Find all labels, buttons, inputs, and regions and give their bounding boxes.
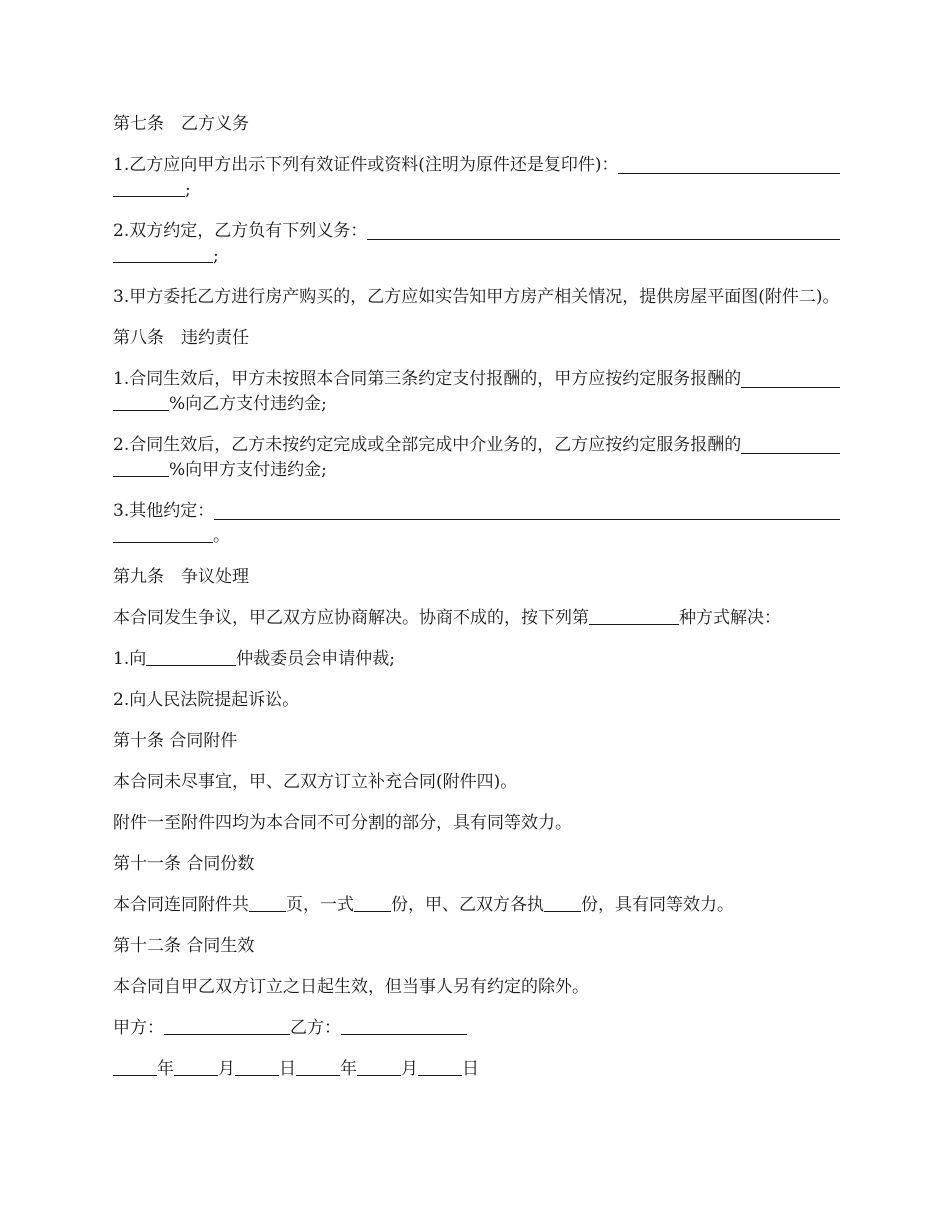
article-10-para-1: 本合同未尽事宜，甲、乙双方订立补充合同(附件四)。 [113, 772, 518, 792]
article-7-item-1 [113, 153, 840, 203]
blank-line [589, 606, 679, 625]
article-12-para: 本合同自甲乙双方订立之日起生效，但当事人另有约定的除外。 [113, 977, 589, 997]
signature-parties [113, 1016, 840, 1041]
blank-line [249, 893, 286, 912]
article-8-heading: 第八条 违约责任 [113, 328, 249, 348]
article-8-item-2-end: %向甲方支付违约金; [169, 460, 327, 480]
party-b-blank [341, 1016, 467, 1035]
blank-line [618, 155, 840, 174]
year-blank [296, 1057, 340, 1076]
article-8-item-1-text: 1.合同生效后，甲方未按照本合同第三条约定支付报酬的，甲方应按约定服务报酬的 [113, 369, 742, 389]
article-9-intro-b: 种方式解决： [679, 608, 781, 628]
blank-line [113, 178, 185, 197]
article-7-heading: 第七条 乙方义务 [113, 114, 249, 134]
article-10-para-2: 附件一至附件四均为本合同不可分割的部分，具有同等效力。 [113, 813, 572, 833]
article-11-c: 份，甲、乙双方各执 [391, 895, 544, 915]
article-8-item-3-end: 。 [213, 526, 230, 546]
blank-line [214, 501, 840, 520]
blank-line [354, 893, 391, 912]
blank-line [113, 524, 213, 543]
article-8-item-3-text: 3.其他约定： [113, 501, 215, 521]
article-8-item-1 [113, 367, 840, 417]
article-11-b: 页，一式 [286, 895, 354, 915]
party-b-label: 乙方： [290, 1018, 341, 1038]
month-blank [174, 1057, 218, 1076]
article-9-intro-a: 本合同发生争议，甲乙双方应协商解决。协商不成的，按下列第 [113, 608, 589, 628]
blank-line [544, 893, 581, 912]
blank-line [146, 647, 236, 666]
blank-line [113, 244, 213, 263]
party-a-label: 甲方： [113, 1018, 164, 1038]
day-blank [235, 1057, 279, 1076]
article-7-item-3: 3.甲方委托乙方进行房产购买的，乙方应如实告知甲方房产相关情况，提供房屋平面图(附件二)。 [113, 287, 840, 307]
blank-line [741, 435, 840, 454]
article-11-heading: 第十一条 合同份数 [113, 854, 255, 874]
blank-line [113, 392, 169, 411]
article-9-item-2: 2.向人民法院提起诉讼。 [113, 690, 300, 710]
article-9-item-1 [113, 647, 840, 672]
blank-line [367, 221, 840, 240]
article-7-item-2-end: ; [213, 246, 219, 266]
article-11-d: 份，具有同等效力。 [581, 895, 734, 915]
article-9-heading: 第九条 争议处理 [113, 567, 249, 587]
article-7-item-1-text: 1.乙方应向甲方出示下列有效证件或资料(注明为原件还是复印件)： [113, 155, 619, 175]
blank-line [741, 369, 840, 388]
article-7-item-1-end: ; [185, 180, 191, 200]
month-label: 月 [401, 1059, 418, 1079]
year-blank [113, 1057, 157, 1076]
article-8-item-3 [113, 499, 840, 549]
article-11-a: 本合同连同附件共 [113, 895, 249, 915]
day-label: 日 [279, 1059, 296, 1079]
signature-dates [113, 1057, 840, 1082]
article-12-heading: 第十二条 合同生效 [113, 936, 255, 956]
year-label: 年 [340, 1059, 357, 1079]
article-8-item-2 [113, 433, 840, 483]
article-9-item-1-a: 1.向 [113, 649, 147, 669]
article-7-item-2 [113, 219, 840, 269]
article-9-item-1-b: 仲裁委员会申请仲裁; [236, 649, 395, 669]
article-7-item-2-text: 2.双方约定，乙方负有下列义务： [113, 221, 368, 241]
month-label: 月 [218, 1059, 235, 1079]
blank-line [113, 458, 169, 477]
article-8-item-1-end: %向乙方支付违约金; [169, 394, 327, 414]
day-label: 日 [462, 1059, 479, 1079]
article-10-heading: 第十条 合同附件 [113, 731, 238, 751]
article-8-item-2-text: 2.合同生效后，乙方未按约定完成或全部完成中介业务的，乙方应按约定服务报酬的 [113, 435, 742, 455]
article-11-para [113, 893, 840, 918]
day-blank [418, 1057, 462, 1076]
year-label: 年 [157, 1059, 174, 1079]
article-9-intro [113, 606, 840, 631]
party-a-blank [164, 1016, 290, 1035]
month-blank [357, 1057, 401, 1076]
